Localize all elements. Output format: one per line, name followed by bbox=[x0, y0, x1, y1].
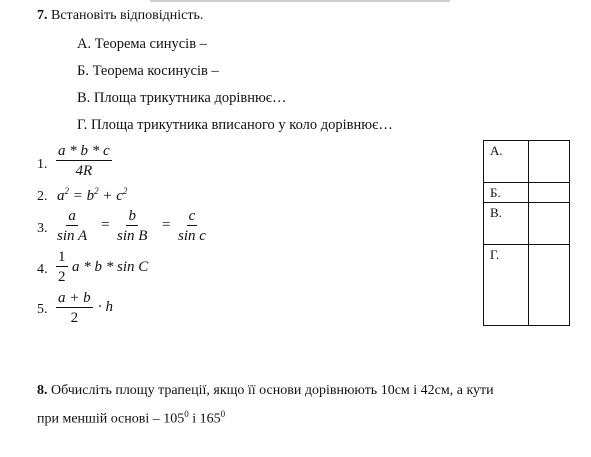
formula-5-fraction bbox=[56, 290, 93, 326]
answer-label-c: В. bbox=[484, 203, 529, 245]
formula-3-fraction-3 bbox=[176, 208, 208, 244]
formula-3-d3: sin c bbox=[178, 228, 206, 244]
formula-5-number: 5. bbox=[37, 302, 48, 317]
question-7-text: Встановіть відповідність. bbox=[51, 8, 204, 23]
formula-4-number: 4. bbox=[37, 262, 48, 277]
question-8-angle-2: і 165 bbox=[188, 411, 221, 427]
formula-2-c: + c bbox=[98, 188, 123, 204]
formula-3-d1: sin A bbox=[57, 228, 88, 244]
answer-table bbox=[483, 140, 570, 326]
formula-2-exp-c: 2 bbox=[122, 186, 128, 196]
formula-4-numerator: 1 bbox=[58, 249, 66, 265]
formula-4-fraction bbox=[56, 249, 68, 285]
formula-3-n2: b bbox=[128, 208, 136, 224]
question-8-degree-1: 0 bbox=[184, 409, 189, 419]
option-d: Г. Площа трикутника вписаного у коло дорівнює… bbox=[77, 117, 393, 133]
option-c: В. Площа трикутника дорівнює… bbox=[77, 90, 287, 106]
formula-3-number: 3. bbox=[37, 221, 48, 236]
question-7-number: 7. bbox=[37, 8, 48, 23]
answer-cell-b[interactable] bbox=[529, 183, 570, 203]
answer-cell-c[interactable] bbox=[529, 203, 570, 245]
formula-2-b: = b bbox=[69, 188, 95, 204]
formula-3-eq-2: = bbox=[162, 217, 171, 233]
formula-4-denominator: 2 bbox=[58, 269, 66, 285]
question-8-line-2 bbox=[37, 409, 225, 428]
formula-3-d2: sin B bbox=[117, 228, 148, 244]
answer-label-d: Г. bbox=[484, 245, 529, 326]
formula-2-exp-a: 2 bbox=[64, 186, 69, 196]
answer-cell-d[interactable] bbox=[529, 245, 570, 326]
question-8-angle-1: при меншій основі – 105 bbox=[37, 411, 185, 427]
top-divider bbox=[150, 0, 450, 2]
question-7-title bbox=[37, 8, 203, 24]
formula-3-eq-1: = bbox=[101, 217, 110, 233]
formula-3-n3: c bbox=[188, 208, 196, 224]
formula-1 bbox=[56, 143, 112, 179]
option-a: А. Теорема синусів – bbox=[77, 36, 207, 52]
option-b: Б. Теорема косинусів – bbox=[77, 63, 219, 79]
formula-3-fraction-1 bbox=[55, 208, 89, 244]
formula-1-numerator: a * b * c bbox=[58, 143, 110, 159]
formula-1-denominator: 4R bbox=[75, 163, 93, 179]
answer-label-a: А. bbox=[484, 141, 529, 183]
formula-2-number: 2. bbox=[37, 189, 48, 204]
formula-5-numerator: a + b bbox=[58, 290, 91, 306]
formula-5-denominator: 2 bbox=[70, 310, 79, 326]
question-8-degree-2: 0 bbox=[220, 409, 226, 419]
answer-label-b: Б. bbox=[484, 183, 529, 203]
question-8-text: Обчисліть площу трапеції, якщо її основи дорівнюють 10см і 42см, а кути bbox=[51, 383, 494, 398]
question-8-line-1 bbox=[37, 383, 494, 399]
formula-2-exp-b: 2 bbox=[94, 186, 99, 196]
answer-cell-a[interactable] bbox=[529, 141, 570, 183]
formula-2-a: a bbox=[57, 188, 65, 204]
question-8-number: 8. bbox=[37, 383, 48, 398]
formula-4-rest: a * b * sin C bbox=[72, 259, 149, 275]
formula-1-number: 1. bbox=[37, 157, 48, 172]
formula-3-n1: a bbox=[68, 208, 76, 224]
formula-3-fraction-2 bbox=[115, 208, 149, 244]
formula-2 bbox=[57, 186, 127, 205]
formula-5-rest: · h bbox=[98, 299, 113, 315]
